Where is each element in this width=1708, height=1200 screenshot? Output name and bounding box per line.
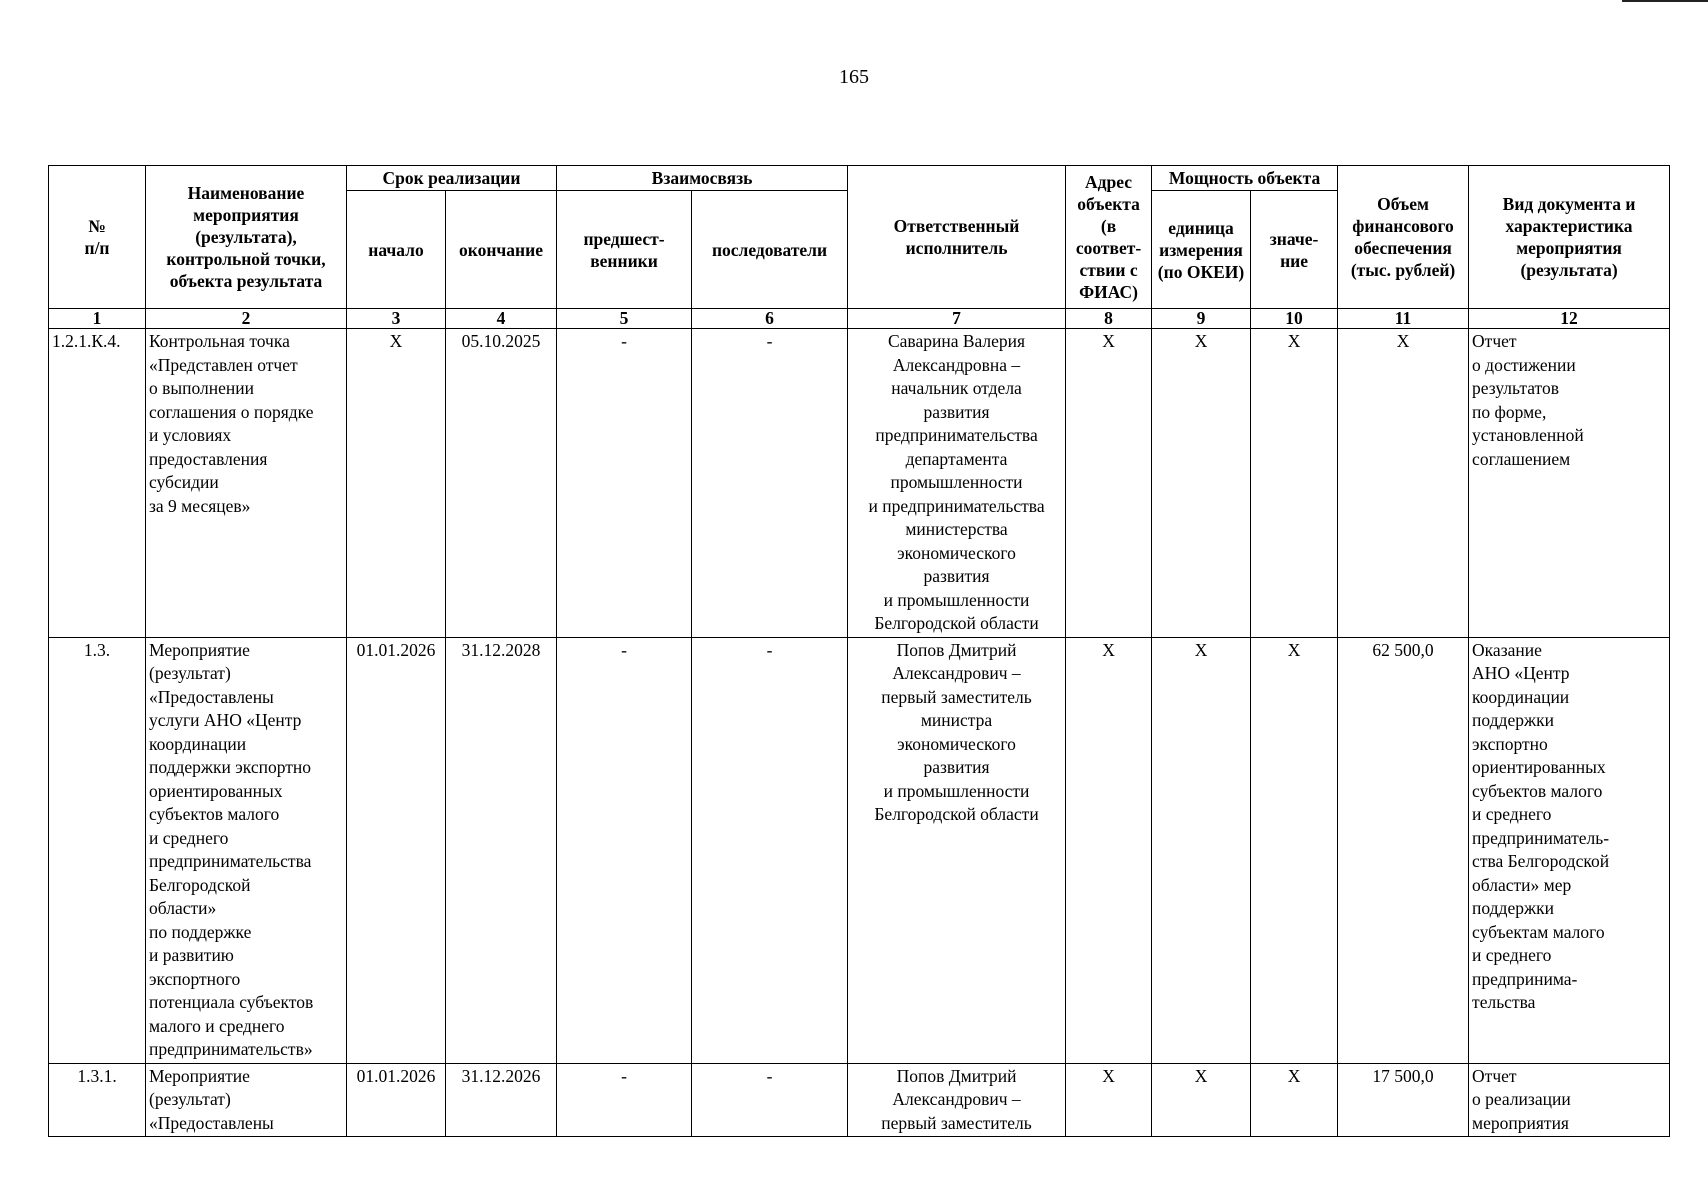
row-doc-type: Оказание АНО «Центр координации поддержки экспортно ориентированных субъектов малого и среднего предприниматель- ства Белгородской области» мер поддержки субъектам малого и среднего предпринима- тельства (1469, 637, 1670, 1063)
table-row (49, 329, 1670, 638)
column-number: 7 (848, 309, 1066, 329)
row-funding: 17 500,0 (1338, 1063, 1469, 1137)
header-period: Срок реализации (347, 166, 557, 191)
row-number: 1.3.1. (49, 1063, 146, 1137)
row-doc-type: Отчет о достижении результатов по форме, установленной соглашением (1469, 329, 1670, 638)
row-responsible: Попов Дмитрий Александрович – первый заместитель (848, 1063, 1066, 1137)
row-predecessors: - (557, 329, 692, 638)
column-number-row (49, 309, 1670, 329)
column-number: 12 (1469, 309, 1670, 329)
row-name: Контрольная точка «Представлен отчет о выполнении соглашения о порядке и условиях предоставления субсидии за 9 месяцев» (146, 329, 347, 638)
row-end: 31.12.2026 (446, 1063, 557, 1137)
column-number: 10 (1251, 309, 1338, 329)
row-value: X (1251, 329, 1338, 638)
header-end: окончание (446, 191, 557, 309)
header-address: Адрес объекта (в соответ-ствии с ФИАС) (1066, 166, 1152, 309)
column-number: 5 (557, 309, 692, 329)
column-number: 4 (446, 309, 557, 329)
row-doc-type: Отчет о реализации мероприятия (1469, 1063, 1670, 1137)
header-name: Наименование мероприятия (результата), контрольной точки, объекта результата (146, 166, 347, 309)
header-relation: Взаимосвязь (557, 166, 848, 191)
header-value: значе- ние (1251, 191, 1338, 309)
header-successors: последователи (692, 191, 848, 309)
row-address: X (1066, 1063, 1152, 1137)
column-number: 8 (1066, 309, 1152, 329)
row-end: 31.12.2028 (446, 637, 557, 1063)
row-number: 1.2.1.К.4. (49, 329, 146, 638)
header-no: № п/п (49, 166, 146, 309)
header-predecessors: предшест- венники (557, 191, 692, 309)
row-predecessors: - (557, 637, 692, 1063)
header-doc-type: Вид документа и характеристика мероприятия (результата) (1469, 166, 1670, 309)
row-start: X (347, 329, 446, 638)
table-row (49, 637, 1670, 1063)
row-number: 1.3. (49, 637, 146, 1063)
row-address: X (1066, 329, 1152, 638)
column-number: 3 (347, 309, 446, 329)
column-number: 9 (1152, 309, 1251, 329)
table-row (49, 1063, 1670, 1137)
header-responsible: Ответственный исполнитель (848, 166, 1066, 309)
row-start: 01.01.2026 (347, 637, 446, 1063)
row-start: 01.01.2026 (347, 1063, 446, 1137)
row-responsible: Саварина Валерия Александровна – начальник отдела развития предпринимательства департамента промышленности и предпринимательства министерства экономического развития и промышленности Белгородской области (848, 329, 1066, 638)
row-predecessors: - (557, 1063, 692, 1137)
header-funding: Объем финансового обеспечения (тыс. рублей) (1338, 166, 1469, 309)
row-value: X (1251, 637, 1338, 1063)
row-successors: - (692, 1063, 848, 1137)
page-number: 165 (839, 66, 869, 88)
row-successors: - (692, 637, 848, 1063)
row-responsible: Попов Дмитрий Александрович – первый заместитель министра экономического развития и промышленности Белгородской области (848, 637, 1066, 1063)
header-start: начало (347, 191, 446, 309)
row-end: 05.10.2025 (446, 329, 557, 638)
column-number: 6 (692, 309, 848, 329)
row-unit: X (1152, 637, 1251, 1063)
row-unit: X (1152, 329, 1251, 638)
column-number: 11 (1338, 309, 1469, 329)
row-unit: X (1152, 1063, 1251, 1137)
row-funding: 62 500,0 (1338, 637, 1469, 1063)
column-number: 2 (146, 309, 347, 329)
row-address: X (1066, 637, 1152, 1063)
row-successors: - (692, 329, 848, 638)
row-name: Мероприятие (результат) «Предоставлены (146, 1063, 347, 1137)
row-name: Мероприятие (результат) «Предоставлены услуги АНО «Центр координации поддержки экспортно ориентированных субъектов малого и среднего предпринимательства Белгородской области» по поддержке и развитию экспортного потенциала субъектов малого и среднего предпринимательств» (146, 637, 347, 1063)
row-value: X (1251, 1063, 1338, 1137)
plan-table (48, 165, 1670, 1137)
table-header (49, 166, 1670, 329)
row-funding: X (1338, 329, 1469, 638)
top-rule (1622, 0, 1708, 2)
header-unit: единица измерения (по ОКЕИ) (1152, 191, 1251, 309)
header-capacity: Мощность объекта (1152, 166, 1338, 191)
column-number: 1 (49, 309, 146, 329)
